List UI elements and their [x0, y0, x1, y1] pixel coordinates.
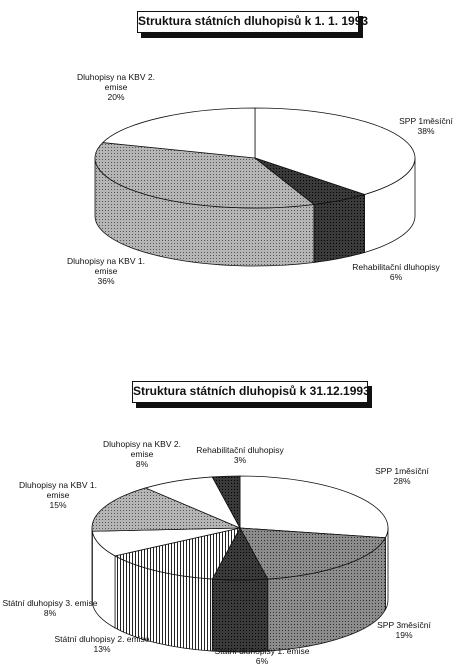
- pie-1-side-2: [314, 194, 365, 262]
- pie-chart-1: [95, 108, 415, 266]
- pie-2-label-1: SPP 1měsíční 28%: [375, 466, 429, 486]
- pie-1-label-1: SPP 1měsíční 38%: [399, 116, 453, 136]
- pie-1-label-2: Rehabilitační dluhopisy 6%: [352, 262, 440, 282]
- pie-2-label-6: Dluhopisy na KBV 1. emise 15%: [19, 480, 97, 510]
- pie-2-side-3: [212, 579, 267, 652]
- pie-2-label-3: Státní dluhopisy 1. emise 6%: [214, 646, 310, 666]
- pie-2-label-7: Dluhopisy na KBV 2. emise 8%: [103, 439, 181, 469]
- pie-chart-2: [92, 476, 388, 652]
- pie-2-label-2: SPP 3měsíční 19%: [377, 620, 431, 640]
- pie-2-label-4: Státní dluhopisy 2. emise 13%: [54, 634, 150, 654]
- pie-2-label-5: Státní dluhopisy 3. emise 8%: [2, 598, 98, 618]
- pie-2-label-8: Rehabilitační dluhopisy 3%: [196, 445, 284, 465]
- pie-1-label-4: Dluhopisy na KBV 2. emise 20%: [77, 72, 155, 102]
- pie-2-slice-1: [240, 476, 388, 538]
- chart1-title: Struktura státních dluhopisů k 1. 1. 1993: [137, 11, 359, 33]
- chart2-title: Struktura státních dluhopisů k 31.12.1993: [132, 381, 368, 403]
- pie-1-label-3: Dluhopisy na KBV 1. emise 36%: [67, 256, 145, 286]
